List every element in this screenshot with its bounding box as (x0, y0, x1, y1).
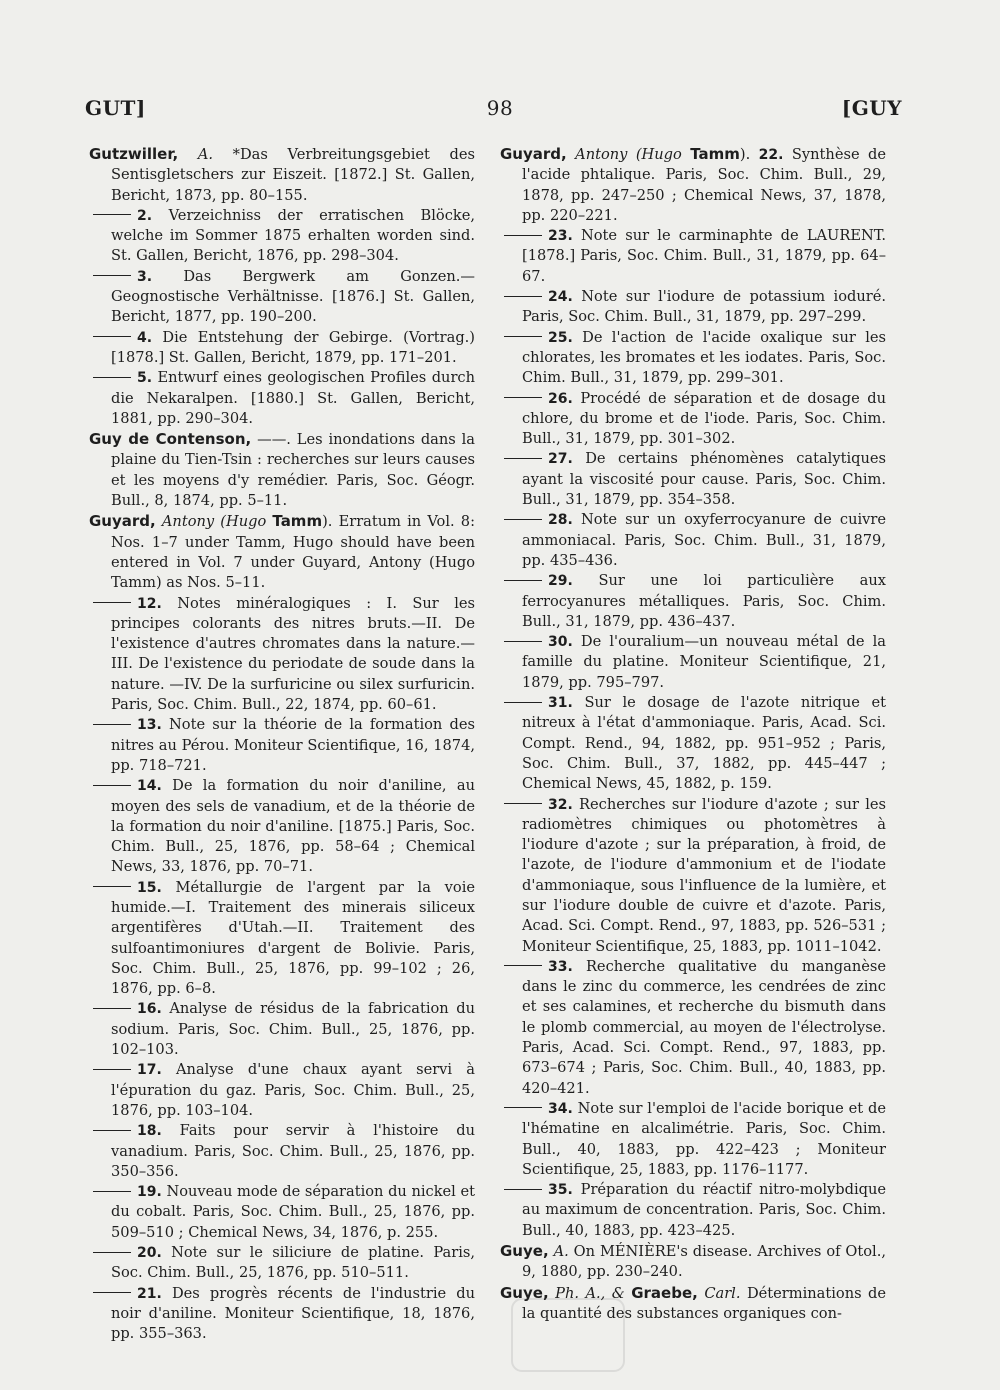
author-name: Guyard, (500, 145, 567, 163)
ditto-dash (504, 397, 542, 398)
entry-text: Note sur l'emploi de l'acide borique et de l'hématine en alcalimétrie. Paris, Soc. Chim. Bull., 40, 1883, pp. 422–423 ; Moniteur Scientifique, 25, 1883, pp. 1176–1177. (522, 1099, 886, 1178)
bibliography-subentry (500, 571, 886, 632)
author-name: Guye, (500, 1283, 549, 1302)
entry-number: 35. (548, 1182, 573, 1199)
entry-number: 20. (137, 1245, 162, 1262)
ditto-dash (504, 336, 542, 337)
author-given-name: A. (197, 146, 214, 163)
page-number: 98 (486, 96, 514, 120)
entry-text: Préparation du réactif nitro-molybdique au maximum de concentration. Paris, Soc. Chim. Bull., 40, 1883, pp. 423–425. (522, 1181, 886, 1239)
entry-text: Verzeichniss der erratischen Blöcke, welche im Sommer 1875 erhalten worden sind. St. Gallen, Bericht, 1876, pp. 298–304. (111, 206, 475, 265)
bibliography-subentry (500, 795, 886, 957)
bibliography-subentry (89, 1060, 475, 1121)
entry-number: 32. (548, 796, 573, 813)
entry-text: De l'ouralium—un nouveau métal de la famille du platine. Moniteur Scientifique, 21, 1879, pp. 795–797. (522, 633, 886, 691)
running-head-left: GUT] (85, 96, 146, 120)
entry-number: 14. (137, 778, 162, 795)
bibliography-subentry (89, 1284, 475, 1345)
author-name: Guyard, (89, 512, 156, 531)
entry-text: Faits pour servir à l'histoire du vanadium. Paris, Soc. Chim. Bull., 25, 1876, pp. 350–356. (111, 1122, 475, 1180)
bibliography-subentry (500, 328, 886, 389)
ditto-dash (504, 580, 542, 581)
ditto-dash (93, 1191, 131, 1192)
coauthor-name: Tamm (272, 512, 323, 531)
entry-text: Déterminations de la quantité des substances organiques con- (522, 1284, 887, 1322)
bibliography-subentry (89, 1121, 475, 1182)
bibliography-entry (89, 511, 475, 593)
entry-number: 4. (137, 329, 153, 346)
bibliography-subentry (89, 206, 475, 267)
entry-text: Note sur le siliciure de platine. Paris, Soc. Chim. Bull., 25, 1876, pp. 510–511. (111, 1244, 475, 1282)
entry-number: 34. (548, 1100, 573, 1117)
author-given-name: Antony (Hugo (161, 513, 267, 531)
ditto-dash (93, 377, 131, 378)
entry-number: 16. (137, 1001, 162, 1018)
entry-number: 26. (548, 390, 573, 407)
ditto-dash (93, 1252, 131, 1253)
entry-text: Analyse de résidus de la fabrication du sodium. Paris, Soc. Chim. Bull., 25, 1876, pp. 102–103. (111, 1000, 475, 1059)
entry-number: 29. (548, 573, 573, 590)
ditto-dash (93, 336, 131, 337)
entry-number: 5. (137, 370, 153, 387)
running-head-right: [GUY (841, 96, 902, 120)
bibliography-subentry (500, 1099, 886, 1180)
entry-number: 3. (137, 268, 153, 285)
coauthor-name: Tamm (690, 145, 740, 163)
bibliography-entry (89, 144, 475, 206)
entry-text: Recherches sur l'iodure d'azote ; sur les radiomètres chimiques ou photomètres à l'iodure d'azote ; sur la préparation, à froid, de l'azote, de l'iodure d'ammonium et de l'iodate d'ammoniaque, sous l'influence de la lumière, et sur l'iodure double de cuivre et d'azote. Paris, Acad. Sci. Compt. Rend., 97, 1883, pp. 526–531 ; Moniteur Scientifique, 25, 1883, pp. 1011–1042. (522, 795, 886, 955)
bibliography-subentry (89, 715, 475, 776)
entry-text: Synthèse de l'acide phtalique. Paris, Soc. Chim. Bull., 29, 1878, pp. 247–250 ; Chemical News, 37, 1878, pp. 220–221. (522, 146, 886, 224)
entry-text: Die Entstehung der Gebirge. (Vortrag.) [1878.] St. Gallen, Bericht, 1879, pp. 171–201. (111, 328, 475, 366)
entry-text: Sur une loi particulière aux ferrocyanures métalliques. Paris, Soc. Chim. Bull., 31, 1879, pp. 436–437. (522, 572, 886, 630)
entry-number: 23. (548, 228, 573, 245)
entry-number: 30. (548, 634, 573, 651)
author-name: Gutzwiller, (89, 145, 179, 163)
entry-text: Analyse d'une chaux ayant servi à l'épuration du gaz. Paris, Soc. Chim. Bull., 25, 1876, pp. 103–104. (111, 1061, 475, 1119)
entry-text: Procédé de séparation et de dosage du chlore, du brome et de l'iode. Paris, Soc. Chim. Bull., 31, 1879, pp. 301–302. (522, 389, 886, 448)
bibliography-subentry (500, 287, 886, 328)
entry-text: Les inondations dans la plaine du Tien-Tsin : recherches sur leurs causes et les moyens d'y remédier. Paris, Soc. Géogr. Bull., 8, 1874, pp. 5–11. (111, 431, 476, 510)
right-column (500, 144, 886, 1324)
entry-number: 28. (548, 512, 573, 529)
entry-number: 31. (548, 695, 573, 712)
ditto-dash (93, 602, 131, 603)
entry-text: On MÉNIÈRE's disease. Archives of Otol., 9, 1880, pp. 230–240. (522, 1243, 886, 1281)
author-given-name: Ph. A., & (555, 1284, 625, 1302)
bibliography-subentry (500, 389, 886, 450)
bibliography-subentry (89, 328, 475, 369)
coauthor-name: Graebe, (631, 1283, 698, 1302)
author-name: Guy de Contenson, (89, 430, 252, 449)
entry-text: De certains phénomènes catalytiques ayant la viscosité pour cause. Paris, Soc. Chim. Bull., 31, 1879, pp. 354–358. (522, 450, 886, 509)
entry-number: 12. (137, 595, 162, 612)
bibliography-subentry (500, 957, 886, 1099)
ditto-dash (93, 886, 131, 887)
bibliography-subentry (89, 1182, 475, 1243)
entry-text: Das Bergwerk am Gonzen.—Geognostische Verhältnisse. [1876.] St. Gallen, Bericht, 1877, pp. 190–200. (111, 267, 475, 326)
entry-number: 21. (137, 1285, 162, 1302)
author-name: Guye, (500, 1242, 549, 1261)
bibliography-subentry (89, 878, 475, 1000)
bibliography-subentry (89, 368, 475, 429)
bibliography-subentry (500, 693, 886, 794)
ditto-dash (93, 275, 131, 276)
author-given-name: A. (553, 1243, 569, 1261)
bibliography-subentry (89, 267, 475, 328)
bibliography-entry: Guyard, Antony (Hugo Tamm). 22. Synthèse de l'acide phtalique. Paris, Soc. Chim. Bull., 29, 1878, pp. 247–250 ; Chemical News, 37, 1878, pp. 220–221. (500, 145, 886, 224)
ditto-dash (93, 785, 131, 786)
bibliography-subentry (89, 1243, 475, 1284)
ditto-dash (504, 296, 542, 297)
bibliography-subentry (500, 1180, 886, 1241)
left-column (89, 144, 475, 1345)
bibliography-subentry (500, 510, 886, 571)
entry-number: 2. (137, 207, 153, 224)
ditto-dash (504, 1189, 542, 1190)
ditto-dash (504, 458, 542, 459)
author-given-name: ——. (257, 431, 291, 449)
bibliography-subentry (500, 226, 886, 287)
entry-number: 17. (137, 1062, 162, 1079)
ditto-dash (504, 702, 542, 703)
bibliography-subentry (89, 999, 475, 1060)
entry-text: Note sur la théorie de la formation des nitres au Pérou. Moniteur Scientifique, 16, 1874, pp. 718–721. (111, 716, 475, 774)
entry-number: 33. (548, 958, 573, 975)
entry-number: 19. (137, 1184, 162, 1201)
ditto-dash (93, 214, 131, 215)
entry-text: *Das Verbreitungsgebiet des Sentisgletschers zur Eiszeit. [1872.] St. Gallen, Bericht, 1873, pp. 80–155. (111, 146, 475, 204)
bibliography-entry (500, 1241, 886, 1283)
ditto-dash (93, 1069, 131, 1070)
entry-number: 27. (548, 451, 573, 468)
entry-text: Sur le dosage de l'azote nitrique et nitreux à l'état d'ammoniaque. Paris, Acad. Sci. Compt. Rend., 94, 1882, pp. 951–952 ; Paris, Soc. Chim. Bull., 37, 1882, pp. 445–447 ; Chemical News, 45, 1882, p. 159. (522, 694, 886, 793)
ditto-dash (93, 724, 131, 725)
entry-number: 18. (137, 1123, 162, 1140)
ditto-dash (93, 1008, 131, 1009)
entry-text: Des progrès récents de l'industrie du noir d'aniline. Moniteur Scientifique, 18, 1876, pp. 355–363. (111, 1284, 475, 1343)
entry-text: Entwurf eines geologischen Profiles durch die Nekaralpen. [1880.] St. Gallen, Bericht, 1881, pp. 290–304. (111, 369, 475, 427)
ditto-dash (504, 235, 542, 236)
entry-text: ). Erratum in Vol. 8: Nos. 1–7 under Tamm, Hugo should have been entered in Vol. 7 under Guyard, Antony (Hugo Tamm) as Nos. 5–11. (111, 513, 475, 592)
author-given-name: Antony (Hugo (575, 146, 682, 163)
library-stamp (508, 1295, 628, 1375)
entry-text: Note sur un oxyferrocyanure de cuivre ammoniacal. Paris, Soc. Chim. Bull., 31, 1879, pp. 435–436. (522, 511, 886, 569)
entry-text: Nouveau mode de séparation du nickel et du cobalt. Paris, Soc. Chim. Bull., 25, 1876, pp. 509–510 ; Chemical News, 34, 1876, p. 255. (111, 1183, 475, 1241)
entry-number: 13. (137, 717, 162, 734)
entry-text: Note sur l'iodure de potassium ioduré. Paris, Soc. Chim. Bull., 31, 1879, pp. 297–299. (522, 288, 886, 326)
ditto-dash (504, 803, 542, 804)
entry-number: 24. (548, 289, 573, 306)
ditto-dash (504, 1107, 542, 1108)
bibliography-subentry (500, 449, 886, 510)
ditto-dash (504, 965, 542, 966)
bibliography-entry (89, 429, 475, 511)
ditto-dash (504, 641, 542, 642)
ditto-dash (93, 1130, 131, 1131)
entry-text: Notes minéralogiques : I. Sur les principes colorants des nitres bruts.—II. De l'existence d'autres chromates dans la nature.—III. De l'existence du periodate de soude dans la nature. —IV. De la surfuricine ou silex surfuricin. Paris, Soc. Chim. Bull., 22, 1874, pp. 60–61. (111, 594, 475, 714)
entry-text: Métallurgie de l'argent par la voie humide.—I. Traitement des minerais siliceux argentifères d'Utah.—II. Traitement des sulfoantimoniures d'argent de Bolivie. Paris, Soc. Chim. Bull., 25, 1876, pp. 99–102 ; 26, 1876, pp. 6–8. (111, 878, 475, 998)
bibliography-subentry (89, 594, 475, 716)
ditto-dash (93, 1292, 131, 1293)
entry-text: Recherche qualitative du manganèse dans le zinc du commerce, les cendrées de zinc et ses calamines, et recherche du bismuth dans le plomb commercial, au moyen de l'électrolyse. Paris, Acad. Sci. Compt. Rend., 97, 1883, pp. 673–674 ; Paris, Soc. Chim. Bull., 40, 1883, pp. 420–421. (522, 957, 886, 1097)
coauthor-given-name: Carl. (704, 1284, 741, 1302)
bibliography-subentry (500, 632, 886, 693)
bibliography-subentry (89, 776, 475, 877)
entry-number: 15. (137, 879, 162, 896)
entry-text: Note sur le carminaphte de LAURENT. [1878.] Paris, Soc. Chim. Bull., 31, 1879, pp. 64–67. (522, 227, 886, 285)
entry-number: 22. (758, 147, 784, 163)
entry-number: 25. (548, 329, 573, 346)
entry-text: De la formation du noir d'aniline, au moyen des sels de vanadium, et de la théorie de la formation du noir d'aniline. [1875.] Paris, Soc. Chim. Bull., 25, 1876, pp. 58–64 ; Chemical News, 33, 1876, pp. 70–71. (111, 777, 475, 876)
ditto-dash (504, 519, 542, 520)
entry-text: De l'action de l'acide oxalique sur les chlorates, les bromates et les iodates. Paris, Soc. Chim. Bull., 31, 1879, pp. 299–301. (522, 328, 886, 387)
